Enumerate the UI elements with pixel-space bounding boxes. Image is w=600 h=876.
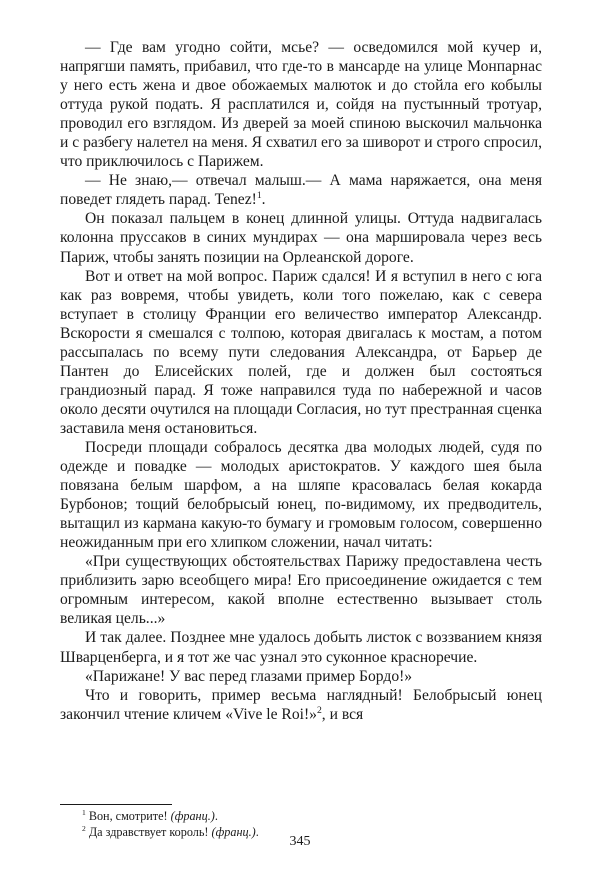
footnote-lang: (франц.) <box>211 825 256 840</box>
footnote-ref-2: 2 <box>316 704 322 716</box>
footnote-end: . <box>214 809 218 823</box>
footnote-lang: (франц.) <box>170 809 215 823</box>
paragraph-4: Вот и ответ на мой вопрос. Париж сдался! И я вступил в него с юга как раз вовремя, чтобы увидеть, коли того пожелаю, как с севера вступает в столицу Франции его величество император Александр. Вскорости я смешался с толпою, которая двигалась к мостам, а потом рассыпалась по всему пути следования Александра, от Барьер де Пантен до Елисейских полей, где и должен был состояться грандиозный парад. Я тоже направился туда по набережной и часов около десяти очутился на площади Согласия, но тут престранная сценка заставила меня остановиться. <box>60 267 542 437</box>
footnote-ref-1: 1 <box>256 190 262 202</box>
paragraph-3: Он показал пальцем в конец длинной улицы. Оттуда надвигалась колонна пруссаков в синих мундирах — она маршировала через весь Париж, чтобы занять позиции на Орлеанской дороге. <box>60 210 542 266</box>
paragraph-8-quote: «Парижане! У вас перед глазами пример Бордо!» <box>84 667 413 685</box>
paragraph-5: Посреди площади собралось десятка два молодых людей, судя по одежде и повадке — молодых аристократов. У каждого шея была повязана белым шарфом, а на шляпе красовалась белая кокарда Бурбонов; тощий белобрысый юнец, по-видимому, их предводитель, вытащил из кармана какую-то бумагу и громовым голосом, совершенно неожиданным при его хлипком сложении, начал читать: <box>60 438 542 552</box>
paragraph-9-end: , и вся <box>321 705 364 723</box>
footnote-end: . <box>255 825 259 840</box>
footnote-1 <box>60 808 542 824</box>
paragraph-2 <box>60 171 542 209</box>
paragraph-9-text: Что и говорить, пример весьма наглядный! Белобрысый юнец закончил чтение кличем «Vive le Roi!» <box>60 686 542 723</box>
paragraph-9 <box>60 686 542 724</box>
footnote-mark: 1 <box>82 807 86 817</box>
footnote-divider <box>60 804 172 805</box>
page-number: 345 <box>289 834 311 849</box>
paragraph-1: — Где вам угодно сойти, мсье? — осведомился мой кучер и, напрягши память, прибавил, что где-то в мансарде на улице Монпарнас у него есть жена и двое обожаемых малюток и до стойла его кобылы оттуда рукой подать. Я расплатился и, сойдя на пустынный тротуар, проводил его взглядом. Из дверей за моей спиною выскочил мальчонка и с разбегу налетел на меня. Я схватил его за шиворот и строго спросил, что приключилось с Парижем. <box>60 39 542 171</box>
paragraph-6-quote: «При существующих обстоятельствах Парижу предоставлена честь приблизить зарю всеобщего мира! Его присоединение ожидается с тем огромным интересом, какой вполне естественно вызывает столь великая цель...» <box>60 553 542 628</box>
footnote-text: Вон, смотрите! <box>88 809 168 823</box>
main-text <box>60 38 542 724</box>
paragraph-2-end: . <box>261 191 266 209</box>
footnote-mark: 2 <box>82 824 86 834</box>
paragraph-7: И так далее. Позднее мне удалось добыть листок с воззванием князя Шварценберга, и я тот же час узнал это суконное красноречие. <box>60 629 542 666</box>
paragraph-2-text: — Не знаю,— отвечал малыш.— А мама наряжается, она меня поведет глядеть парад. Tenez! <box>60 172 542 209</box>
footnote-text: Да здравствует король! <box>88 825 209 840</box>
page-body <box>60 38 542 724</box>
